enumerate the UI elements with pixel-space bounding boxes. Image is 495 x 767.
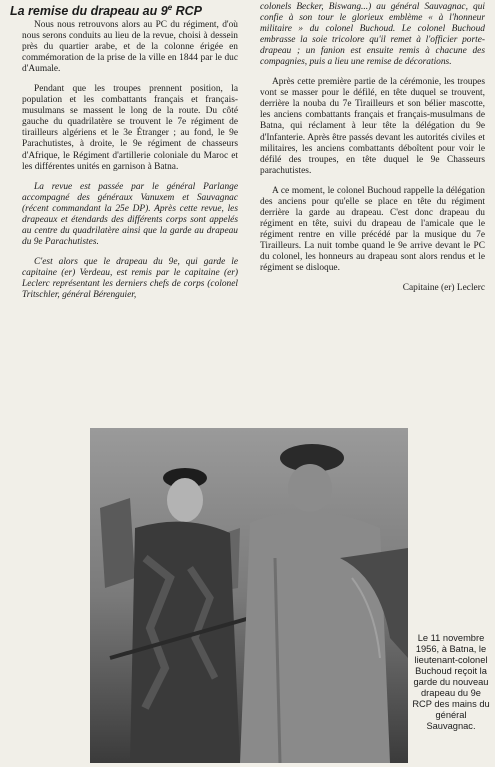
left-paragraph-2: Pendant que les troupes prennent position, la population et les combattants français et français-musulmans se massent le long de la route. Du côté gauche du quadrilatère se trouvent le 7e régiment de tirailleurs algériens et le 3e Étranger ; au fond, le 9e Parachutistes, à droite, le 9e régiment de chasseurs d'Afrique, le Régiment d'artillerie coloniale du Maroc et les différentes unités en garnison à Batna. <box>22 84 238 172</box>
right-paragraph-1: colonels Becker, Biswang...) au général Sauvagnac, qui confie à son tour le glorieux emblème « à l'honneur militaire » du colonel Buchoud. Le colonel Buchoud embrasse la soie tricolore qu'il remet à l'officier porte-drapeau ; un fanion est ensuite remis à chacune des compagnies, puis a lieu une remise de décorations. <box>260 2 485 68</box>
author-signature: Capitaine (er) Leclerc <box>402 283 485 294</box>
left-paragraph-4: C'est alors que le drapeau du 9e, qui garde le capitaine (er) Verdeau, est remis par le capitaine (er) Leclerc représentant les derniers chefs de corps (colonel Tritschler, général Bérenguier, <box>22 256 238 301</box>
left-column <box>22 20 238 310</box>
left-paragraph-1: Nous nous retrouvons alors au PC du régiment, d'où nous serons conduits au lieu de la revue, choisi à dessein près du quartier arabe, et de la colonne érigée en commémoration de la prise de la ville en 1844 par le duc d'Aumale. <box>22 20 238 75</box>
ceremony-photo-illustration <box>90 428 408 763</box>
left-paragraph-3: La revue est passée par le général Parlange accompagné des généraux Vanuxem et Sauvagnac (récent commandant la 25e DP). Après cette revue, les drapeaux et étendards des différents corps sont appelés au centre du quadrilatère ainsi que la garde au drapeau du 9e Parachutistes. <box>22 181 238 247</box>
ceremony-photo <box>90 428 408 763</box>
right-paragraph-2: Après cette première partie de la cérémonie, les troupes vont se masser pour le défilé, en tête duquel se trouvent, derrière la nouba du 7e Tirailleurs et son bélier mascotte, les anciens combattants français et français-musulmans de Batna, qui réclament à leur tête la délégation du 9e d'Infanterie. Après être passés devant les autorités civiles et militaires, les anciens combattants déboîtent pour voir le défilé des troupes, en tête duquel le 9e Chasseurs parachutistes. <box>260 77 485 176</box>
photo-caption: Le 11 novembre 1956, à Batna, le lieutenant-colonel Buchoud reçoit la garde du nouveau drapeau du 9e RCP des mains du général Sauvagnac. <box>412 633 490 731</box>
right-paragraph-3: A ce moment, le colonel Buchoud rappelle la délégation des anciens pour qu'elle se place en tête du régiment derrière la garde au drapeau. C'est donc drapeau du régiment en tête, suivi du drapeau de l'amicale que le régiment rentre en ville précédé par la musique du 7e Tirailleurs. La nuit tombe quand le 9e arrive devant le PC du colonel, les honneurs au drapeau sont alors rendus et le régiment se disloque. <box>260 185 485 274</box>
article-title: La remise du drapeau au 9e RCP <box>10 3 203 19</box>
right-column <box>260 2 485 294</box>
